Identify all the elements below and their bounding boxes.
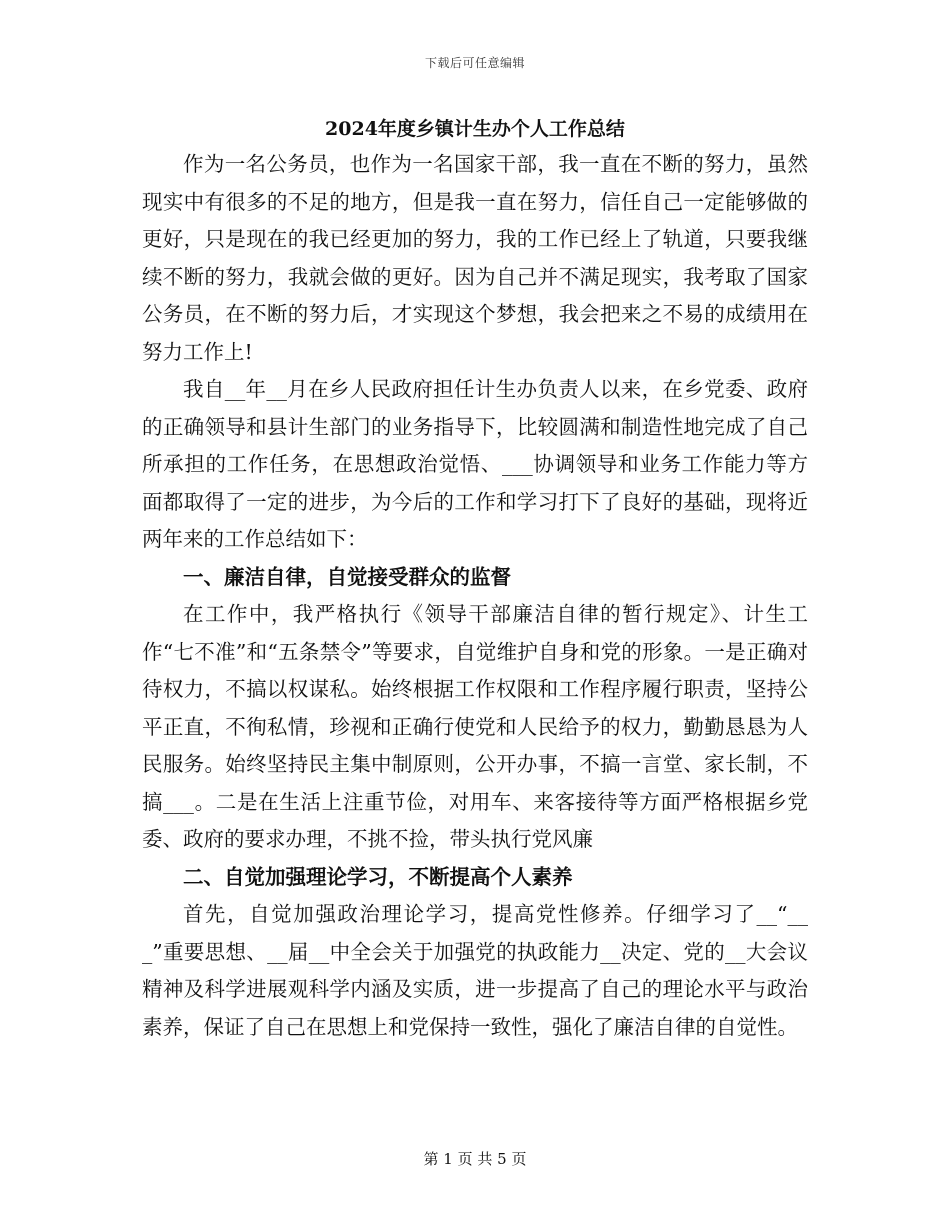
paragraph-intro: 作为一名公务员，也作为一名国家干部，我一直在不断的努力，虽然现实中有很多的不足的地方，但是我一直在努力，信任自己一定能够做的更好，只是现在的我已经更加的努力，我的工作已经上了轨道，只要我继续不断的努力，我就会做的更好。因为自己并不满足现实，我考取了国家公务员，在不断的努力后，才实现这个梦想，我会把来之不易的成绩用在努力工作上! [142,152,808,364]
document-title: 2024年度乡镇计生办个人工作总结 [325,118,625,140]
paragraph-section-2: 首先，自觉加强政治理论学习，提高党性修养。仔细学习了__“___”重要思想、__届__中全会关于加强党的执政能力__决定、党的__大会议精神及科学进展观科学内涵及实质，进一步提高了自己的理论水平与政治素养，保证了自己在思想上和党保持一致性，强化了廉洁自律的自觉性。 [142,902,808,1039]
page-header-note: 下载后可任意编辑 [424,56,525,70]
paragraph-section-1: 在工作中，我严格执行《领导干部廉洁自律的暂行规定》、计生工作“七不准”和“五条禁令”等要求，自觉维护自身和党的形象。一是正确对待权力，不搞以权谋私。始终根据工作权限和工作程序履行职责，坚持公平正直，不徇私情，珍视和正确行使党和人民给予的权力，勤勤恳恳为人民服务。始终坚持民主集中制原则，公开办事，不搞一言堂、家长制，不搞___。二是在生活上注重节俭，对用车、来客接待等方面严格根据乡党委、政府的要求办理，不挑不捡，带头执行党风廉 [142,602,808,851]
page-number: 第 1 页 共 5 页 [423,1150,527,1168]
section-heading-2: 二、自觉加强理论学习，不断提高个人素养 [183,864,573,889]
document-body [142,146,808,1046]
paragraph-background: 我自__年__月在乡人民政府担任计生办负责人以来，在乡党委、政府的正确领导和县计生部门的业务指导下，比较圆满和制造性地完成了自己所承担的工作任务，在思想政治觉悟、___协调领导和业务工作能力等方面都取得了一定的进步，为今后的工作和学习打下了良好的基础，现将近两年来的工作总结如下： [142,377,808,551]
section-heading-1: 一、廉洁自律，自觉接受群众的监督 [183,564,511,589]
